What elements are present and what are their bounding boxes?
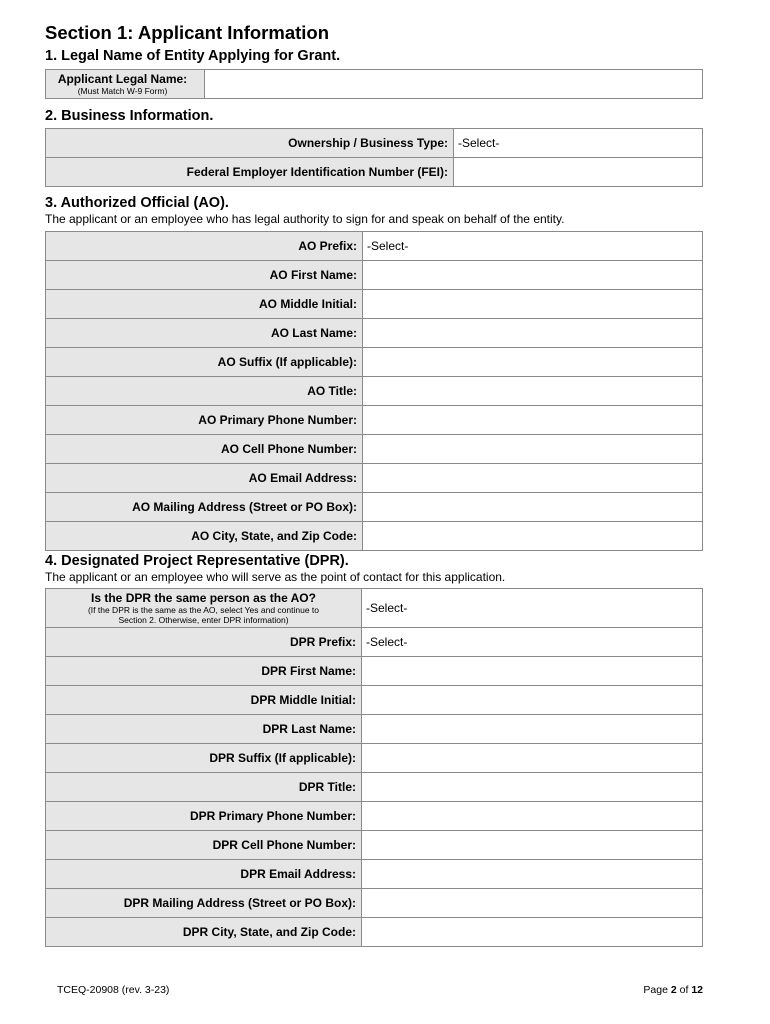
- dpr-same-as-ao-hint-2: Section 2. Otherwise, enter DPR information): [118, 614, 289, 625]
- ao-mailing-address-field[interactable]: [363, 493, 703, 522]
- dpr-prefix-label: DPR Prefix:: [46, 628, 362, 657]
- ao-middle-initial-field[interactable]: [363, 290, 703, 319]
- business-info-table: [45, 128, 703, 187]
- table-row: [46, 889, 703, 918]
- ao-suffix-label: AO Suffix (If applicable):: [46, 348, 363, 377]
- dpr-city-state-and-zip-code-field[interactable]: [362, 918, 703, 947]
- ao-email-address-field[interactable]: [363, 464, 703, 493]
- table-row: [46, 319, 703, 348]
- section-2-heading: 2. Business Information.: [45, 108, 214, 124]
- table-row: [46, 464, 703, 493]
- section-4-description: The applicant or an employee who will serve as the point of contact for this application.: [45, 570, 506, 584]
- table-row: [46, 589, 703, 628]
- dpr-cell-phone-number-field[interactable]: [362, 831, 703, 860]
- dpr-email-address-field[interactable]: [362, 860, 703, 889]
- table-row: [46, 831, 703, 860]
- applicant-legal-name-field[interactable]: [205, 70, 703, 99]
- table-row: [46, 232, 703, 261]
- table-row: [46, 129, 703, 158]
- ao-first-name-label: AO First Name:: [46, 261, 363, 290]
- table-row: [46, 628, 703, 657]
- table-row: [46, 158, 703, 187]
- dpr-same-as-ao-hint-1: (If the DPR is the same as the AO, select Yes and continue to: [87, 604, 320, 615]
- ownership-business-type-label: Ownership / Business Type:: [46, 129, 454, 158]
- page-title: Section 1: Applicant Information: [45, 22, 330, 43]
- applicant-legal-name-sublabel: (Must Match W-9 Form): [77, 85, 168, 96]
- ao-title-field[interactable]: [363, 377, 703, 406]
- table-row: [46, 918, 703, 947]
- table-row: [46, 744, 703, 773]
- dpr-primary-phone-number-label: DPR Primary Phone Number:: [46, 802, 362, 831]
- ao-last-name-field[interactable]: [363, 319, 703, 348]
- page-of: of: [679, 984, 689, 996]
- dpr-first-name-label: DPR First Name:: [46, 657, 362, 686]
- dpr-same-as-ao-select[interactable]: -Select-: [362, 589, 703, 628]
- page-prefix: Page: [643, 984, 668, 996]
- table-row: [46, 686, 703, 715]
- table-row: [46, 522, 703, 551]
- dpr-same-as-ao-question: Is the DPR the same person as the AO?: [91, 590, 316, 605]
- dpr-middle-initial-field[interactable]: [362, 686, 703, 715]
- table-row: [46, 773, 703, 802]
- ao-first-name-field[interactable]: [363, 261, 703, 290]
- dpr-first-name-field[interactable]: [362, 657, 703, 686]
- dpr-primary-phone-number-field[interactable]: [362, 802, 703, 831]
- authorized-official-table: [45, 231, 703, 551]
- dpr-city-state-and-zip-code-label: DPR City, State, and Zip Code:: [46, 918, 362, 947]
- dpr-mailing-address-label: DPR Mailing Address (Street or PO Box):: [46, 889, 362, 918]
- applicant-legal-name-label-text: Applicant Legal Name:: [57, 71, 188, 86]
- dpr-suffix-label: DPR Suffix (If applicable):: [46, 744, 362, 773]
- table-row: [46, 493, 703, 522]
- ao-cell-phone-number-label: AO Cell Phone Number:: [46, 435, 363, 464]
- dpr-prefix-select[interactable]: -Select-: [362, 628, 703, 657]
- dpr-last-name-label: DPR Last Name:: [46, 715, 362, 744]
- ao-mailing-address-label: AO Mailing Address (Street or PO Box):: [46, 493, 363, 522]
- dpr-table: [45, 588, 703, 947]
- dpr-same-as-ao-label: [46, 589, 362, 628]
- applicant-legal-name-label: [46, 70, 205, 99]
- ao-title-label: AO Title:: [46, 377, 363, 406]
- section-3-description: The applicant or an employee who has legal authority to sign for and speak on behalf of the entity.: [45, 212, 565, 226]
- ao-prefix-label: AO Prefix:: [46, 232, 363, 261]
- table-row: [46, 406, 703, 435]
- ao-email-address-label: AO Email Address:: [46, 464, 363, 493]
- ao-primary-phone-number-label: AO Primary Phone Number:: [46, 406, 363, 435]
- section-1-heading: 1. Legal Name of Entity Applying for Grant.: [45, 48, 341, 64]
- dpr-title-label: DPR Title:: [46, 773, 362, 802]
- table-row: [46, 348, 703, 377]
- ao-primary-phone-number-field[interactable]: [363, 406, 703, 435]
- ao-suffix-field[interactable]: [363, 348, 703, 377]
- table-row: [46, 435, 703, 464]
- ao-cell-phone-number-field[interactable]: [363, 435, 703, 464]
- federal-employer-identification-number-field[interactable]: [454, 158, 703, 187]
- page-number: [586, 984, 703, 996]
- form-id: TCEQ-20908 (rev. 3-23): [57, 984, 170, 996]
- ao-city-state-and-zip-code-field[interactable]: [363, 522, 703, 551]
- table-row: [46, 860, 703, 889]
- ao-middle-initial-label: AO Middle Initial:: [46, 290, 363, 319]
- section-4-heading: 4. Designated Project Representative (DPR).: [45, 553, 349, 569]
- table-row: [46, 377, 703, 406]
- dpr-mailing-address-field[interactable]: [362, 889, 703, 918]
- table-row: [46, 290, 703, 319]
- dpr-cell-phone-number-label: DPR Cell Phone Number:: [46, 831, 362, 860]
- section-3-heading: 3. Authorized Official (AO).: [45, 195, 229, 211]
- table-row: [46, 715, 703, 744]
- page-current: 2: [670, 984, 677, 996]
- dpr-title-field[interactable]: [362, 773, 703, 802]
- ao-last-name-label: AO Last Name:: [46, 319, 363, 348]
- dpr-last-name-field[interactable]: [362, 715, 703, 744]
- ownership-business-type-select[interactable]: -Select-: [454, 129, 703, 158]
- ao-city-state-and-zip-code-label: AO City, State, and Zip Code:: [46, 522, 363, 551]
- table-row: [46, 261, 703, 290]
- page-total: 12: [691, 984, 703, 996]
- ao-prefix-select[interactable]: -Select-: [363, 232, 703, 261]
- dpr-suffix-field[interactable]: [362, 744, 703, 773]
- legal-name-table: [45, 69, 703, 99]
- table-row: [46, 70, 703, 99]
- table-row: [46, 802, 703, 831]
- federal-employer-identification-number-label: Federal Employer Identification Number (FEI):: [46, 158, 454, 187]
- dpr-email-address-label: DPR Email Address:: [46, 860, 362, 889]
- table-row: [46, 657, 703, 686]
- dpr-middle-initial-label: DPR Middle Initial:: [46, 686, 362, 715]
